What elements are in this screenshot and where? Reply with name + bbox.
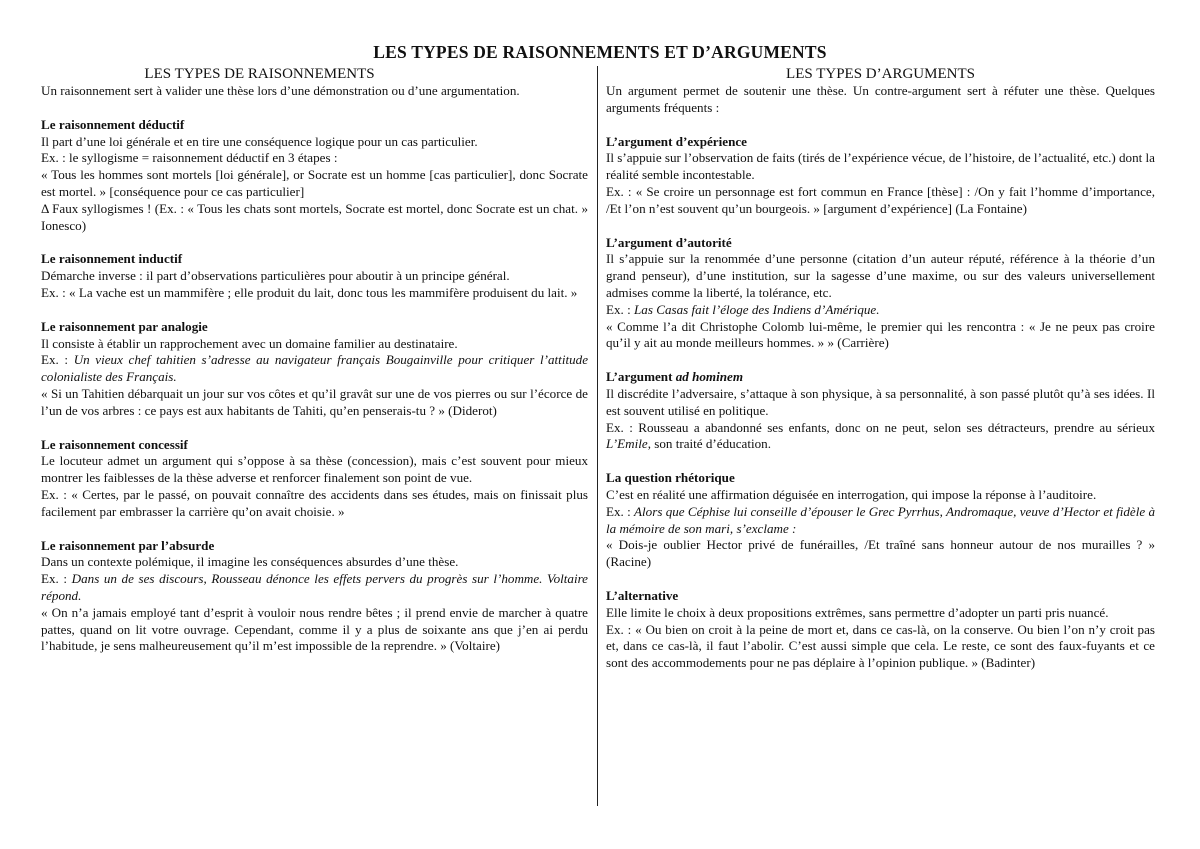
section-text: Ex. : « Se croire un personnage est fort commun en France [thèse] : /On y fait l’homme d’importance, /Et l’on n’est souvent qu’un bourgeois. » [argument d’expérience] (La Fontaine): [606, 183, 1155, 216]
section-text: Le locuteur admet un argument qui s’oppose à sa thèse (concession), mais c’est souvent pour mieux montrer les faiblesses de la thèse adverse et renforcer finalement son point de vue.: [41, 453, 588, 486]
example-prefix: Ex. :: [606, 301, 635, 317]
section-text: Δ Faux syllogismes ! (Ex. : « Tous les chats sont mortels, Socrate est mortel, donc Socrate est un chat. » Ionesco): [41, 200, 588, 233]
page-title: LES TYPES DE RAISONNEMENTS ET D’ARGUMENTS: [373, 42, 827, 62]
example-context: Dans un de ses discours, Rousseau dénonce les effets pervers du progrès sur l’homme. Voltaire répond.: [41, 571, 588, 603]
section-quote: « Si un Tahitien débarquait un jour sur vos côtes et qu’il gravât sur une de vos pierres ou sur l’écorce de l’un de vos arbres : ce pays est aux habitants de Tahiti, qu’en penserais-tu ? » (Diderot): [41, 385, 588, 418]
section-title: Le raisonnement inductif: [41, 251, 183, 267]
section-text: Ex. : « La vache est un mammifère ; elle produit du lait, donc tous les mammifère produisent du lait. »: [41, 284, 578, 300]
section-deductive: [41, 117, 588, 235]
section-title: Le raisonnement par l’absurde: [41, 537, 215, 553]
example-prefix: Ex. :: [41, 352, 74, 368]
arguments-column: [606, 66, 1155, 672]
section-text: Démarche inverse : il part d’observations particulières pour aboutir à un principe général.: [41, 268, 510, 284]
arguments-heading: LES TYPES D’ARGUMENTS: [786, 66, 975, 82]
example-suffix: , son traité d’éducation.: [647, 436, 771, 452]
section-text: Il discrédite l’adversaire, s’attaque à son physique, à sa personnalité, à son passé plutôt qu’à ses idées. Il est souvent utilisé en politique.: [606, 385, 1155, 418]
reasoning-intro: Un raisonnement sert à valider une thèse lors d’une démonstration ou d’une argumentation.: [41, 83, 520, 98]
section-ad-hominem: [606, 369, 1155, 453]
arguments-intro: Un argument permet de soutenir une thèse. Un contre-argument sert à réfuter une thèse. Quelques arguments fréquents :: [606, 83, 1155, 115]
section-title: Le raisonnement concessif: [41, 436, 188, 452]
example-prefix: Ex. :: [606, 503, 635, 519]
section-text: Ex. : « Ou bien on croit à la peine de mort et, dans ce cas-là, on la conserve. Ou bien l’on n’y croit pas et, dans ce cas-là, il faut l’abolir. C’est aussi simple que cela. Le reste, ce sont des faux-fuyants et ce sont des accommodements pour ne pas déplaire à l’opinion publique. » (Badinter): [606, 621, 1155, 671]
section-absurd: [41, 538, 588, 656]
section-example: [606, 302, 1155, 319]
section-title: Le raisonnement déductif: [41, 116, 185, 132]
section-quote: « Dois-je oublier Hector privé de funérailles, /Et traîné sans honneur autour de nos murailles ? » (Racine): [606, 537, 1155, 570]
section-quote: « On n’a jamais employé tant d’esprit à vouloir nous rendre bêtes ; il prend envie de marcher à quatre pattes, quand on lit votre ouvrage. Cependant, comme il y a plus de soixante ans que j’en ai perdu l’habitude, je sens malheureusement qu’il m’est impossible de la reprendre. » (Voltaire): [41, 604, 588, 654]
example-context: Alors que Céphise lui conseille d’épouser le Grec Pyrrhus, Andromaque, veuve d’Hector et fidèle à la mémoire de son mari, s’exclame :: [606, 503, 1155, 536]
section-text: Ex. : le syllogisme = raisonnement déductif en 3 étapes :: [41, 150, 338, 166]
reasoning-heading: LES TYPES DE RAISONNEMENTS: [144, 66, 375, 82]
title-italic: ad hominem: [675, 369, 744, 385]
section-title: L’argument d’autorité: [606, 234, 732, 250]
section-title: Le raisonnement par analogie: [41, 318, 208, 334]
section-example: [41, 352, 588, 386]
section-text: C’est en réalité une affirmation déguisée en interrogation, qui impose la réponse à l’auditoire.: [606, 486, 1097, 502]
section-text: Il s’appuie sur la renommée d’une personne (citation d’un auteur réputé, référence à la théorie d’un grand penseur), d’une institution, sur la sagesse d’une maxime, ou sur des valeurs universellement admises comme la liberté, la tolérance, etc.: [606, 251, 1155, 300]
example-prefix: Ex. :: [41, 571, 72, 587]
section-text: « Tous les hommes sont mortels [loi générale], or Socrate est un homme [cas particulier], donc Socrate est mortel. » [conséquence pour ce cas particulier]: [41, 167, 588, 199]
section-authority: [606, 235, 1155, 353]
section-inductive: [41, 251, 588, 301]
column-divider: [597, 66, 598, 806]
section-example: [606, 504, 1155, 538]
title-prefix: L’argument: [606, 369, 676, 385]
section-concessive: [41, 437, 588, 521]
example-context: Las Casas fait l’éloge des Indiens d’Amérique.: [634, 301, 880, 317]
section-text: Elle limite le choix à deux propositions extrêmes, sans permettre d’adopter un parti pris nuancé.: [606, 604, 1109, 620]
example-text: Ex. : Rousseau a abandonné ses enfants, donc on ne peut, selon ses détracteurs, prendre au sérieux: [606, 419, 1155, 435]
section-alternative: [606, 588, 1155, 672]
section-quote: « Comme l’a dit Christophe Colomb lui-même, le premier qui les rencontra : « Je ne peux pas croire qu’il y ait au monde meilleurs hommes. » » (Carrière): [606, 318, 1155, 351]
section-text: Dans un contexte polémique, il imagine les conséquences absurdes d’une thèse.: [41, 554, 459, 570]
section-experience: [606, 134, 1155, 218]
section-example: [41, 571, 588, 605]
section-title: L’argument d’expérience: [606, 133, 747, 149]
section-text: Il consiste à établir un rapprochement avec un domaine familier au destinataire.: [41, 335, 458, 351]
section-text: Ex. : « Certes, par le passé, on pouvait connaître des accidents dans ses études, mais on finissait plus facilement par embrasser la carrière qu’on avait choisie. »: [41, 486, 588, 519]
example-italic: L’Emile: [606, 436, 648, 452]
section-rhetorical-question: [606, 470, 1155, 571]
section-title: La question rhétorique: [606, 470, 735, 486]
example-context: Un vieux chef tahitien s’adresse au navigateur français Bougainville pour critiquer l’attitude colonialiste des Français.: [41, 352, 589, 385]
section-example: [606, 420, 1155, 454]
section-title: [606, 369, 1155, 386]
section-analogy: [41, 319, 588, 420]
section-title: L’alternative: [606, 587, 679, 603]
section-text: Il part d’une loi générale et en tire une conséquence logique pour un cas particulier.: [41, 133, 478, 149]
section-text: Il s’appuie sur l’observation de faits (tirés de l’expérience vécue, de l’histoire, de l’actualité, etc.) dont la réalité semble incontestable.: [606, 150, 1155, 183]
reasoning-column: [41, 66, 588, 655]
